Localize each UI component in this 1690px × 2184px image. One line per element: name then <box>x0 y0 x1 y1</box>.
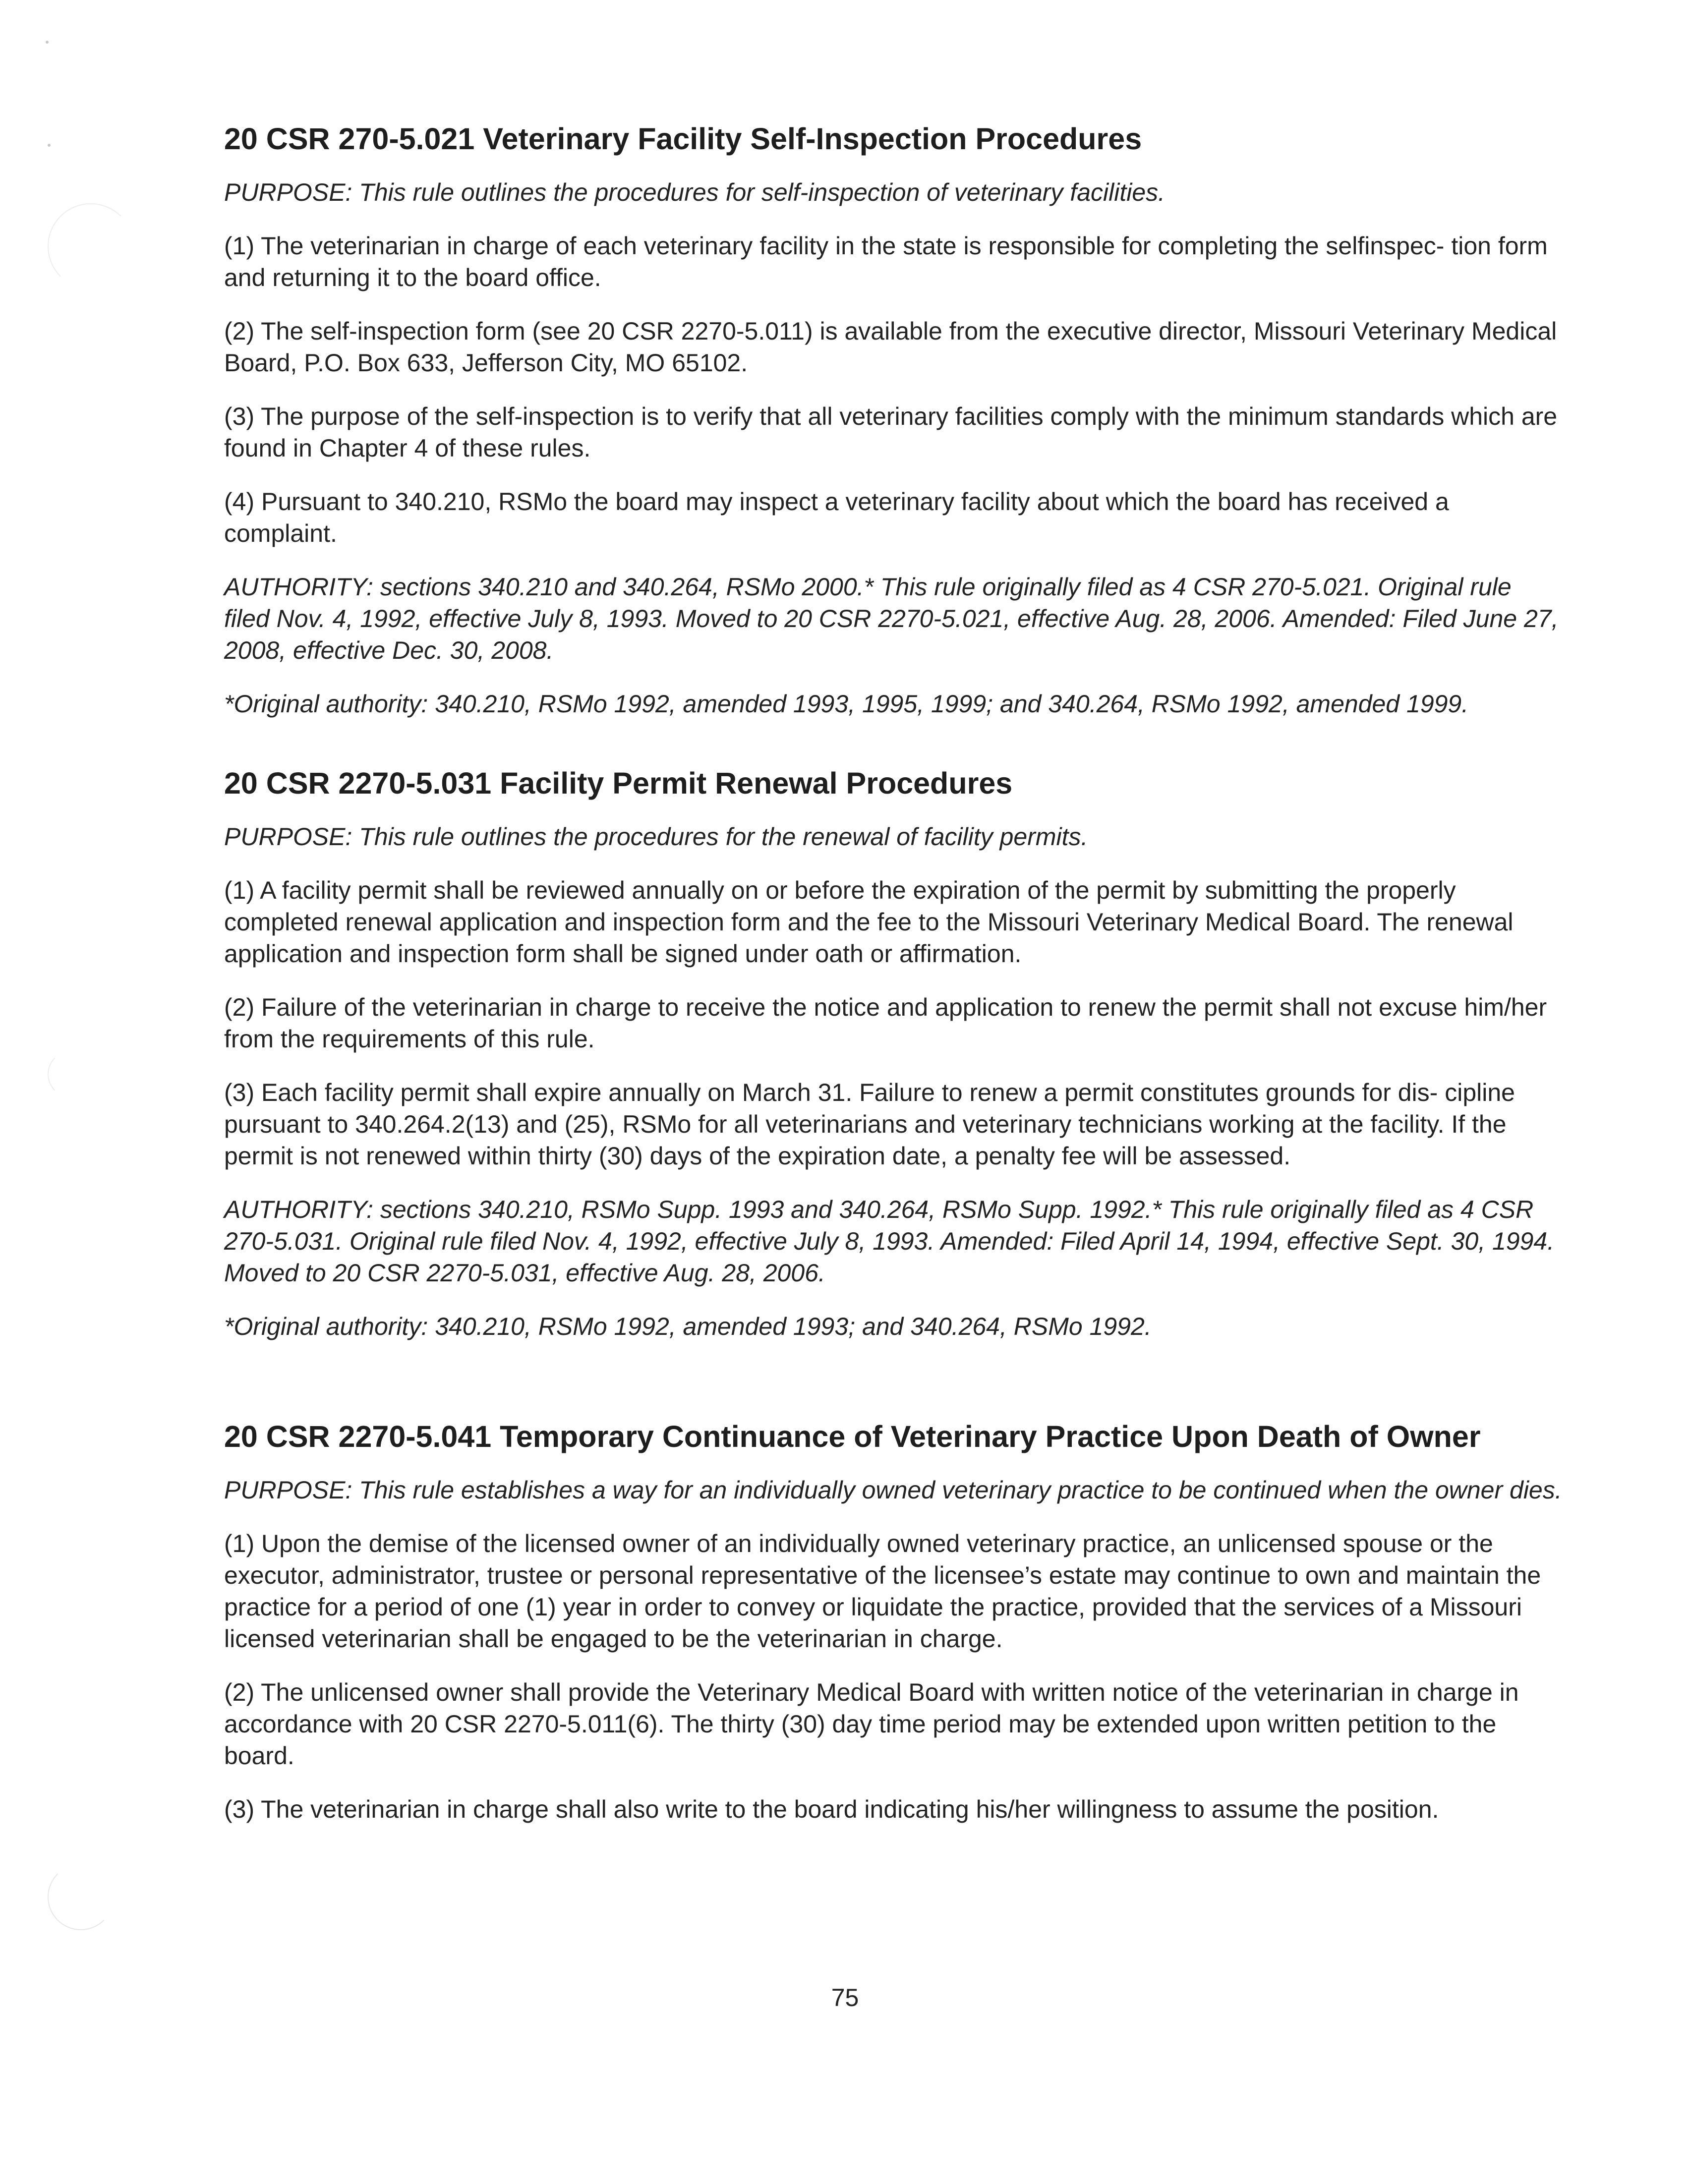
authority-note: AUTHORITY: sections 340.210, RSMo Supp. 1993 and 340.264, RSMo Supp. 1992.* This rule originally filed as 4 CSR 270-5.031. Original rule filed Nov. 4, 1992, effective July 8, 1993. Amended: Filed April 14, 1994, effective Sept. 30, 1994. Moved to 20 CSR 2270-5.031, effective Aug. 28, 2006. <box>224 1196 1555 1287</box>
section-heading: 20 CSR 2270-5.041 Temporary Continuance of Veterinary Practice Upon Death of Owner <box>224 1420 1481 1453</box>
punch-hole-mark <box>48 1051 94 1097</box>
authority-note: AUTHORITY: sections 340.210 and 340.264, RSMo 2000.* This rule originally filed as 4 CSR 270-5.021. Original rule filed Nov. 4, 1992, effective July 8, 1993. Moved to 20 CSR 2270-5.021, effective Aug. 28, 2006. Amended: Filed June 27, 2008, effective Dec. 30, 2008. <box>224 573 1559 664</box>
rule-paragraph: (2) The unlicensed owner shall provide the Veterinary Medical Board with written notice of the veterinarian in charge in accordance with 20 CSR 2270-5.011(6). The thirty (30) day time period may be extended upon written petition to the board. <box>224 1678 1519 1770</box>
purpose-statement: PURPOSE: This rule outlines the procedures for self-inspection of veterinary facilities. <box>224 178 1166 206</box>
original-authority-note: *Original authority: 340.210, RSMo 1992, amended 1993; and 340.264, RSMo 1992. <box>224 1313 1152 1340</box>
rule-paragraph: (3) Each facility permit shall expire annually on March 31. Failure to renew a permit constitutes grounds for dis- cipline pursuant to 340.264.2(13) and (25), RSMo for all veterinarians and veterinary technicians working at the facility. If the permit is not renewed within thirty (30) days of the expiration date, a penalty fee will be assessed. <box>224 1079 1515 1170</box>
punch-hole-mark <box>48 203 134 289</box>
scan-mark <box>48 144 51 147</box>
rule-paragraph: (1) Upon the demise of the licensed owner of an individually owned veterinary practice, an unlicensed spouse or the executor, administrator, trustee or personal representative of the licensee’s estate may continue to own and maintain the practice for a period of one (1) year in order to convey or liquidate the practice, provided that the services of a Missouri licensed veterinarian shall be engaged to be the veterinarian in charge. <box>224 1530 1541 1653</box>
rule-paragraph: (3) The purpose of the self-inspection is to verify that all veterinary facilities comply with the minimum standards which are found in Chapter 4 of these rules. <box>224 402 1558 462</box>
rule-section-5-041 <box>224 1417 1563 1825</box>
section-heading: 20 CSR 2270-5.031 Facility Permit Renewal Procedures <box>224 766 1013 800</box>
rule-paragraph: (2) The self-inspection form (see 20 CSR 2270-5.011) is available from the executive director, Missouri Veterinary Medical Board, P.O. Box 633, Jefferson City, MO 65102. <box>224 317 1557 377</box>
page-number: 75 <box>831 1984 859 2012</box>
rule-paragraph: (1) A facility permit shall be reviewed annually on or before the expiration of the permit by submitting the properly completed renewal application and inspection form and the fee to the Missouri Veterinary Medical Board. The renewal application and inspection form shall be signed under oath or affirmation. <box>224 876 1514 968</box>
rule-paragraph: (2) Failure of the veterinarian in charge to receive the notice and application to renew the permit shall not excuse him/her from the requirements of this rule. <box>224 993 1547 1053</box>
rule-section-5-021 <box>224 119 1563 720</box>
section-heading: 20 CSR 270-5.021 Veterinary Facility Self-Inspection Procedures <box>224 122 1142 156</box>
document-body <box>224 119 1563 1847</box>
rule-paragraph: (4) Pursuant to 340.210, RSMo the board may inspect a veterinary facility about which the board has received a complaint. <box>224 488 1449 547</box>
purpose-statement: PURPOSE: This rule establishes a way for an individually owned veterinary practice to be continued when the owner dies. <box>224 1476 1562 1504</box>
rule-paragraph: (3) The veterinarian in charge shall also write to the board indicating his/her willingness to assume the position. <box>224 1795 1439 1823</box>
scan-mark <box>46 41 49 44</box>
rule-section-5-031 <box>224 763 1563 1342</box>
punch-hole-mark <box>48 1864 114 1930</box>
purpose-statement: PURPOSE: This rule outlines the procedures for the renewal of facility permits. <box>224 823 1088 851</box>
rule-paragraph: (1) The veterinarian in charge of each veterinary facility in the state is responsible for completing the selfinspec- tion form and returning it to the board office. <box>224 232 1548 291</box>
original-authority-note: *Original authority: 340.210, RSMo 1992, amended 1993, 1995, 1999; and 340.264, RSMo 1992, amended 1999. <box>224 690 1469 718</box>
